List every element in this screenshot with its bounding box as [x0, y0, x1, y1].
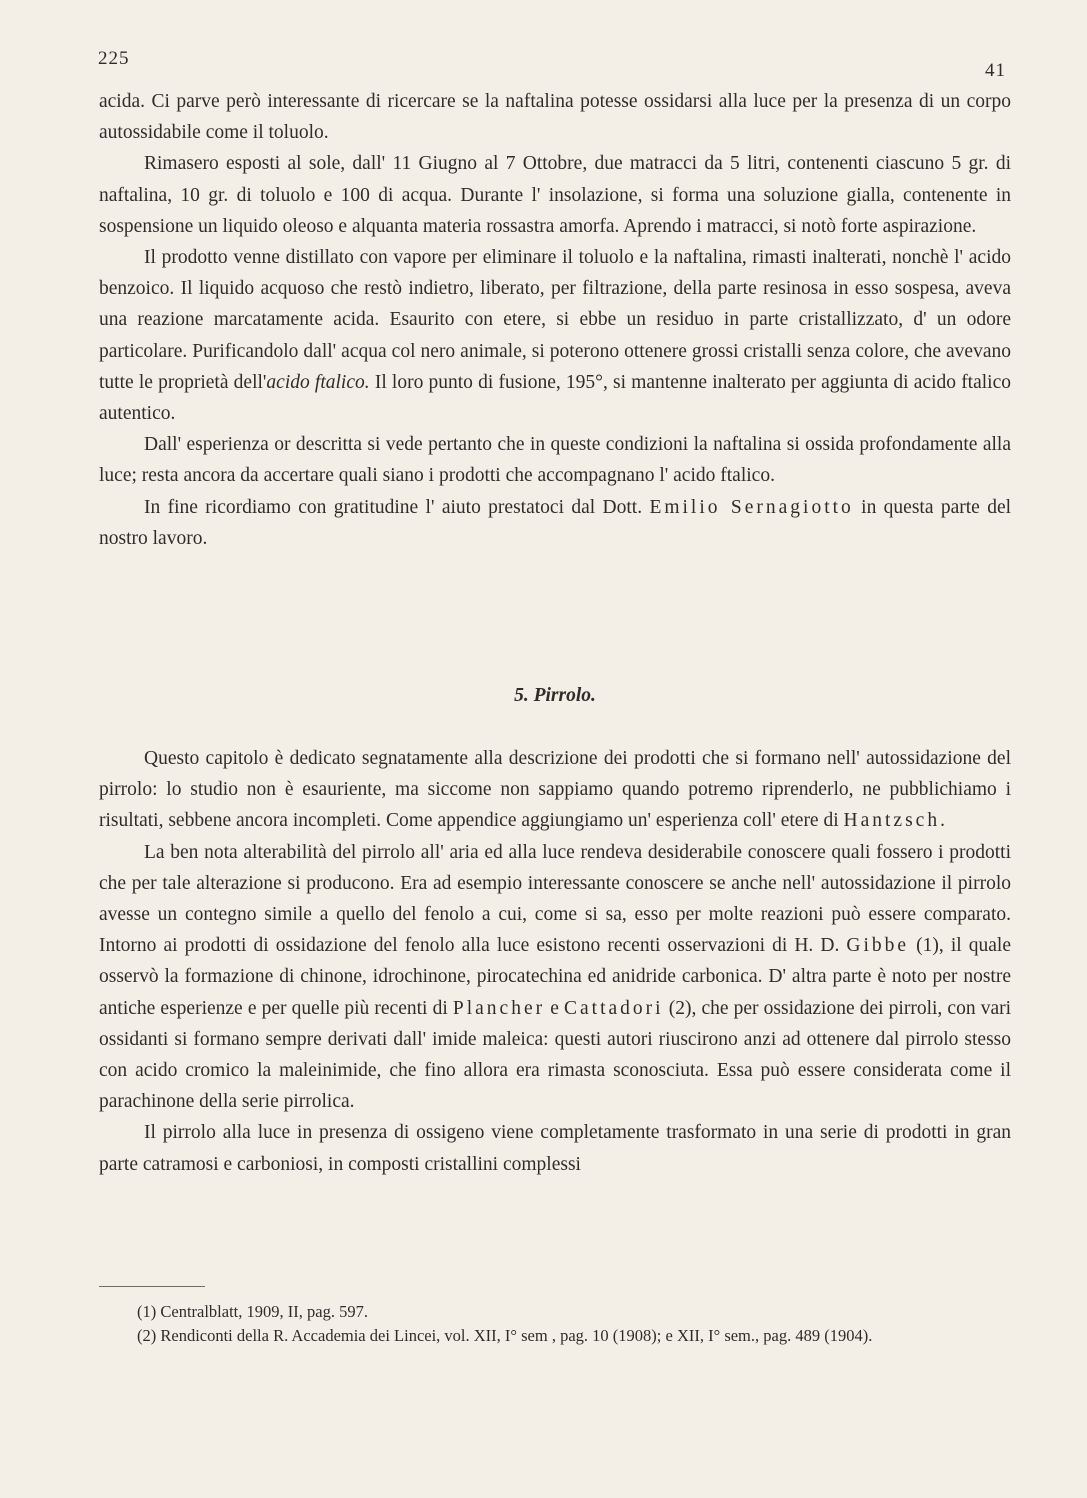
footnote-1: (1) Centralblatt, 1909, II, pag. 597. — [137, 1302, 368, 1321]
background-conjunction: e — [545, 997, 565, 1019]
section-title: 5. Pirrolo. — [514, 685, 596, 706]
footnote-2: (2) Rendiconti della R. Accademia dei Lincei, vol. XII, I° sem , pag. 10 (1908); e XII, I° sem., pag. 489 (1904). — [137, 1326, 873, 1345]
author-name-gibbe: Gibbe — [846, 935, 910, 957]
author-name-cattadori: Cattadori — [564, 997, 664, 1019]
footnotes — [99, 1300, 1011, 1348]
paragraph-background — [99, 837, 1011, 1118]
background-text-3: (2), che per ossidazione dei pirroli, con vari ossidanti si formano sempre derivati dall' imide maleica: questi autori riuscirono anzi ad ottenere dal pirrolo stesso con acido cromico la maleinimide, che fino allora era rimasta sconosciuta. Essa può essere considerata come il parachinone della serie pirrolica. — [99, 997, 1012, 1113]
intro-end: . — [940, 810, 945, 832]
paragraph-distillation-text: Il prodotto venne distillato con vapore per eliminare il toluolo e la naftalina, rimasti inalterati, nonchè l' acido benzoico. Il liquido acquoso che restò indietro, liberato, per filtrazione, della parte resinosa in esso sospesa, aveva una reazione marcatamente acida. Esaurito con etere, si ebbe un residuo in parte cristallizzato, d' un odore particolare. Purificandolo dall' acqua col nero animale, si poterono ottenere grossi cristalli senza colore, che avevano tutte le proprietà dell' — [99, 247, 1011, 393]
acknowledgement-end: in questa parte del nostro lavoro. — [99, 496, 1012, 549]
page-number-left: 225 — [98, 48, 130, 69]
intro-text: Questo capitolo è dedicato segnatamente alla descrizione dei prodotti che si formano nell' autossidazione del pirrolo: lo studio non è esauriente, ma siccome non sappiamo quando potremo riprenderlo, ne pubblichiamo i risultati, sebbene ancora incompleti. Come appendice aggiungiamo un' esperienza coll' etere di — [99, 748, 1011, 832]
background-text: La ben nota alterabilità del pirrolo all' aria ed alla luce rendeva desiderabile conoscere quali fossero i prodotti che per tale alterazione si producono. Era ad esempio interessante conoscere se anche nell' autossidazione il pirrolo avesse un contegno simile a quello del fenolo a cui, come si sa, esso per molte reazioni può essere comparato. Intorno ai prodotti di ossidazione del fenolo alla luce esistono recenti osservazioni di H. D. — [99, 841, 1011, 957]
paragraph-experiment: Rimasero esposti al sole, dall' 11 Giugno al 7 Ottobre, due matracci da 5 litri, contenenti ciascuno 5 gr. di naftalina, 10 gr. di toluolo e 100 di acqua. Durante l' insolazione, si forma una soluzione gialla, contenente in sospensione un liquido oleoso e alquanta materia rossastra amorfa. Aprendo i matracci, si notò forte aspirazione. — [99, 153, 1011, 237]
acknowledged-person: Emilio Sernagiotto — [649, 496, 854, 518]
page-number-right: 41 — [985, 60, 1006, 81]
phthalic-acid-term: acido ftalico. — [266, 371, 370, 393]
paragraph-intro — [99, 743, 1011, 837]
paragraph-acknowledgement — [99, 492, 1011, 554]
paragraph-conclusion: Dall' esperienza or descritta si vede pertanto che in queste condizioni la naftalina si ossida profondamente alla luce; resta ancora da accertare quali siano i prodotti che accompagnano l' acido ftalico. — [99, 434, 1011, 487]
paragraph-continuation: acida. Ci parve però interessante di ricercare se la naftalina potesse ossidarsi alla luce per la presenza di un corpo autossidabile come il toluolo. — [99, 91, 1011, 144]
background-text-2: (1), il quale osservò la formazione di chinone, idrochinone, pirocatechina ed anidride carbonica. D' altra parte è noto per nostre antiche esperienze e per quelle più recenti di — [99, 935, 1011, 1019]
acknowledgement-text: In fine ricordiamo con gratitudine l' aiuto prestatoci dal Dott. — [144, 496, 650, 518]
paragraph-light-reaction: Il pirrolo alla luce in presenza di ossigeno viene completamente trasformato in una serie di prodotti in gran parte catramosi e carboniosi, in composti cristallini complessi — [99, 1122, 1011, 1175]
author-name-hantzsch: Hantzsch — [843, 810, 941, 832]
paragraph-distillation-end: Il loro punto di fusione, 195°, si mantenne inalterato per aggiunta di acido ftalico autentico. — [99, 371, 1011, 425]
section-pirrolo — [99, 685, 1012, 1180]
footnote-divider — [99, 1286, 205, 1287]
body-text — [99, 86, 1011, 554]
author-name-plancher: Plancher — [452, 997, 546, 1019]
paragraph-distillation — [99, 242, 1011, 429]
